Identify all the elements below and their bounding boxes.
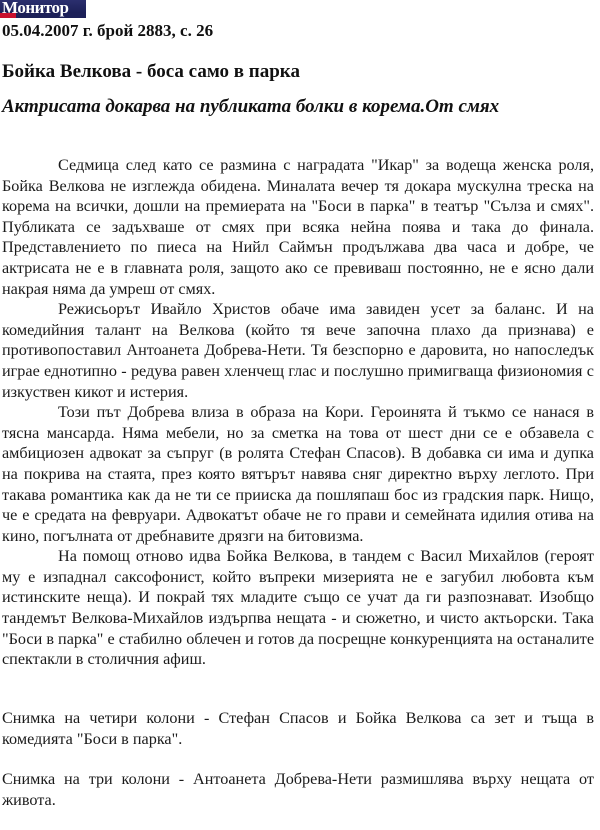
article-paragraph: Седмица след като се размина с наградата "Икар" за водеща женска роля, Бойка Велкова не изглежда обидена. Миналата вечер тя докара мускулна треска на корема на всички, дошли на премиерата на "Боси в парка" в театър "Сълза и смях". Публиката се задъхваше от смях при всяка нейна поява и така до финала. Представлението по пиеса на Нийл Саймън продължава два часа и добре, че актрисата не е в главната роля, защото ако се превиваш постоянно, не е ясно дали накрая няма да умреш от смях. (2, 156, 594, 298)
photo-captions (2, 708, 594, 830)
article-headline: Бойка Велкова - боса само в парка (2, 61, 300, 82)
article-subheadline: Актрисата докарва на публиката болки в корема.От смях (2, 96, 500, 117)
issue-line: 05.04.2007 г. брой 2883, с. 26 (2, 21, 214, 40)
logo-text: Монитор (2, 0, 69, 17)
article-paragraph: Този път Добрева влиза в образа на Кори. Героинята й тъкмо се нанася в тясна мансарда. Няма мебели, но за сметка на това от шест дни се е обзавела с амбициозен адвокат за съпруг (в ролята Стефан Спасов). В добавка си има и дупка на покрива на стаята, през която вятърът навява сняг директно върху леглото. При такава романтика как да не ти се прииска да пошляпаш бос из градския парк. Нищо, че е средата на февруари. Адвокатът обаче не го прави и семейната идилия отива на кино, погълната от дребнавите дрязги на битовизма. (2, 403, 594, 545)
article-paragraph: На помощ отново идва Бойка Велкова, в тандем с Васил Михайлов (героят му е изпаднал саксофонист, който въпреки мизерията не е загубил любовта към истинските неща). И покрай тях младите също се учат да ги разпознават. Изобщо тандемът Велкова-Михайлов издърпва нещата - и сюжетно, и чисто актьорски. Така "Боси в парка" е стабилно облечен и готов да посрещне конкуренцията на останалите спектакли в столичния афиш. (2, 547, 594, 669)
photo-caption: Снимка на четири колони - Стефан Спасов и Бойка Велкова са зет и тъща в комедията "Боси в парка". (2, 709, 594, 748)
article-paragraph: Режисьорът Ивайло Христов обаче има завиден усет за баланс. И на комедийния талант на Велкова (който тя вече започна плахо да признава) е противопоставил Антоанета Добрева-Нети. Тя безспорно е даровита, но напоследък играе еднотипно - редува равен хленчещ глас и послушно примигваща физиономия с изкуствен кикот и истерия. (2, 300, 594, 401)
photo-caption: Снимка на три колони - Антоанета Добрева-Нети размишлява върху нещата от живота. (2, 770, 594, 809)
article-body (2, 155, 594, 670)
publication-logo (0, 0, 86, 18)
